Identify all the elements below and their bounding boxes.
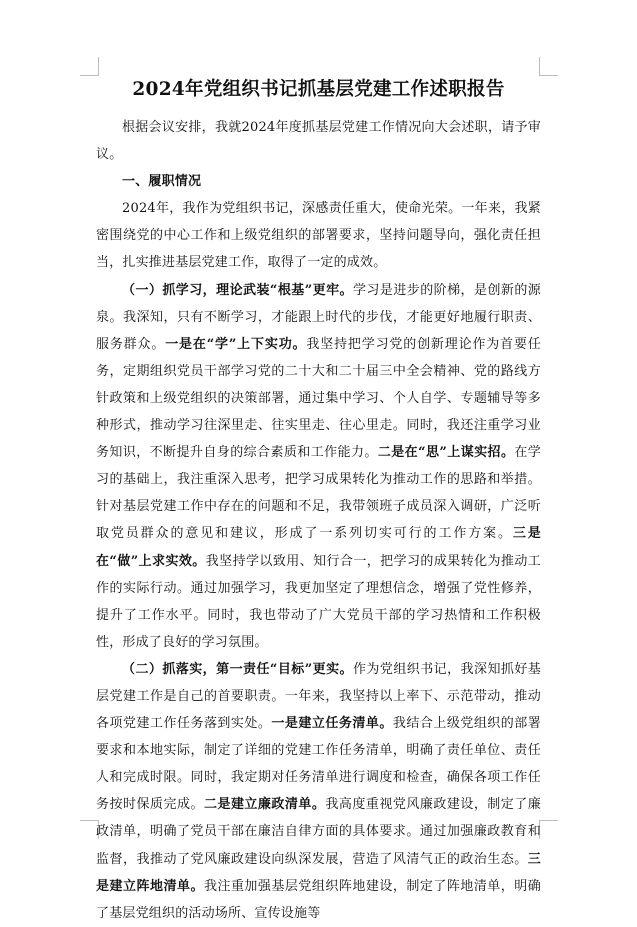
item-2-point-2: 二是建立廉政清单。: [203, 797, 326, 813]
margin-mark-top-left: [80, 57, 99, 76]
item-1-heading: （一）抓学习，理论武装“根基”更牢。: [122, 282, 353, 298]
margin-mark-top-right: [539, 57, 558, 76]
item-2-point-1: 一是建立任务清单。: [271, 716, 393, 732]
item-2-text-3: 我高度重视党风廉政建设，制定了廉政清单，明确了党员干部在廉洁自律方面的具体要求。通过加强廉政教育和监督，我推动了党风廉政建设向纵深发展，营造了风清气正的政治生态。: [96, 797, 541, 867]
item-2-text-2: 我结合上级党组织的部署要求和本地实际，制定了详细的党建工作任务清单，明确了责任单位、责任人和完成时限。同时，我定期对任务清单进行调度和检查，确保各项工作任务按时保质完成。: [96, 716, 541, 813]
paragraph-1: 2024年，我作为党组织书记，深感责任重大，使命光荣。一年来，我紧密围绕党的中心工作和上级党组织的部署要求，坚持问题导向，强化责任担当，扎实推进基层党建工作，取得了一定的成效。: [96, 201, 541, 271]
document-title: 2024年党组织书记抓基层党建工作述职报告: [132, 79, 505, 100]
item-1-point-1: 一是在“学”上下实功。: [165, 336, 307, 352]
item-1-text-2: 我坚持把学习党的创新理论作为首要任务，定期组织党员干部学习党的二十大和二十届三中全会精神、党的路线方针政策和上级党组织的决策部署，通过集中学习、个人自学、专题辅导等多种形式，推动学习往深里走、往实里走、往心里走。同时，我还注重学习业务知识，不断提升自身的综合素质和工作能力。: [96, 336, 542, 461]
item-1-text-4: 我坚持学以致用、知行合一，把学习的成果转化为推动工作的实际行动。通过加强学习，我更加坚定了理想信念，增强了党性修养，提升了工作水平。同时，我也带动了广大党员干部的学习热情和工作积极性，形成了良好的学习氛围。: [96, 553, 541, 650]
margin-mark-bottom-right: [539, 820, 558, 839]
document-body: [96, 76, 541, 927]
item-2-heading: （二）抓落实，第一责任“目标”更实。: [122, 661, 353, 677]
item-1-text-3: 在学习的基础上，我注重深入思考，把学习成果转化为推动工作的思路和举措。针对基层党建工作中存在的问题和不足，我带领班子成员深入调研，广泛听取党员群众的意见和建议，形成了一系列切实可行的工作方案。: [96, 445, 542, 542]
item-2-text-4: 我注重加强基层党组织阵地建设，制定了阵地清单，明确了基层党组织的活动场所、宣传设施等: [96, 878, 541, 921]
item-1-point-2: 二是在“思”上谋实招。: [377, 445, 515, 461]
item-1-text-1: 学习是进步的阶梯，是创新的源泉。我深知，只有不断学习，才能跟上时代的步伐，才能更好地履行职责、服务群众。: [96, 282, 541, 352]
item-1-point-3: 三是在“做”上求实效。: [96, 526, 541, 569]
item-2-paragraph: [96, 656, 541, 927]
item-2-text-1: 作为党组织书记，我深知抓好基层党建工作是自己的首要职责。一年来，我坚持以上率下、示范带动，推动各项党建工作任务落到实处。: [96, 661, 541, 732]
intro-paragraph: 根据会议安排，我就2024年度抓基层党建工作情况向大会述职，请予审议。: [96, 120, 541, 163]
section-heading-1: 一、履职情况: [122, 174, 202, 190]
item-2-point-3: 三是建立阵地清单。: [96, 851, 541, 894]
item-1-paragraph: [96, 277, 541, 656]
